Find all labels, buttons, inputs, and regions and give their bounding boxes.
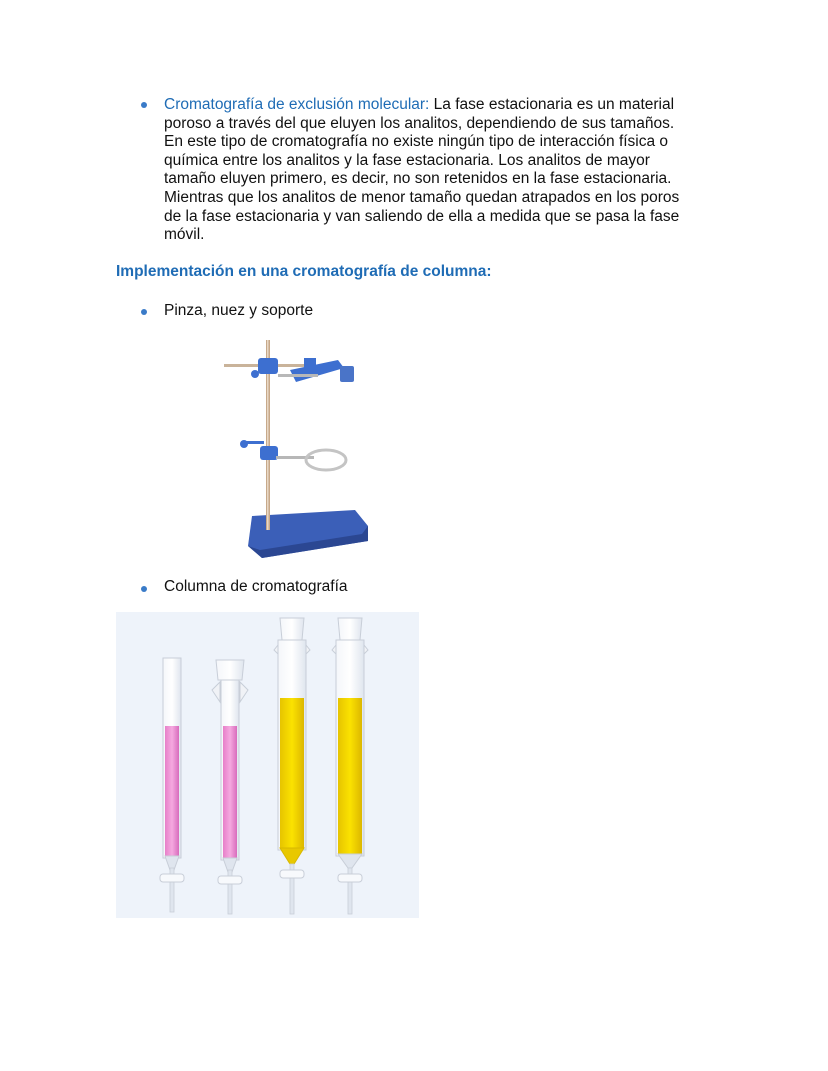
paragraph-line: Mientras que los analitos de menor tamaño quedan atrapados en los poros [164,188,680,206]
paragraph-line: La fase estacionaria es un material [433,96,675,113]
paragraph-line: química entre los analitos y la fase estacionaria. Los analitos de mayor [164,151,650,169]
paragraph-line: móvil. [164,226,205,244]
chromatography-columns-image [116,612,419,918]
bullet-dot [141,586,147,592]
exclusion-term: Cromatografía de exclusión molecular: [164,96,430,113]
item-label-column: Columna de cromatografía [164,578,348,595]
section-heading: Implementación en una cromatografía de columna: [116,263,492,280]
lab-stand-image [220,336,380,560]
paragraph-line: tamaño eluyen primero, es decir, no son retenidos en la fase estacionaria. [164,170,672,188]
paragraph-line: de la fase estacionaria y van saliendo de ella a medida que se pasa la fase [164,207,680,225]
paragraph-line: poroso a través del que eluyen los analitos, dependiendo de sus tamaños. [164,114,675,132]
bullet-dot [141,309,147,315]
bullet-dot [141,102,147,108]
paragraph-line: En este tipo de cromatografía no existe ningún tipo de interacción física o [164,133,669,151]
item-label-stand: Pinza, nuez y soporte [164,302,314,319]
exclusion-paragraph [164,96,724,245]
